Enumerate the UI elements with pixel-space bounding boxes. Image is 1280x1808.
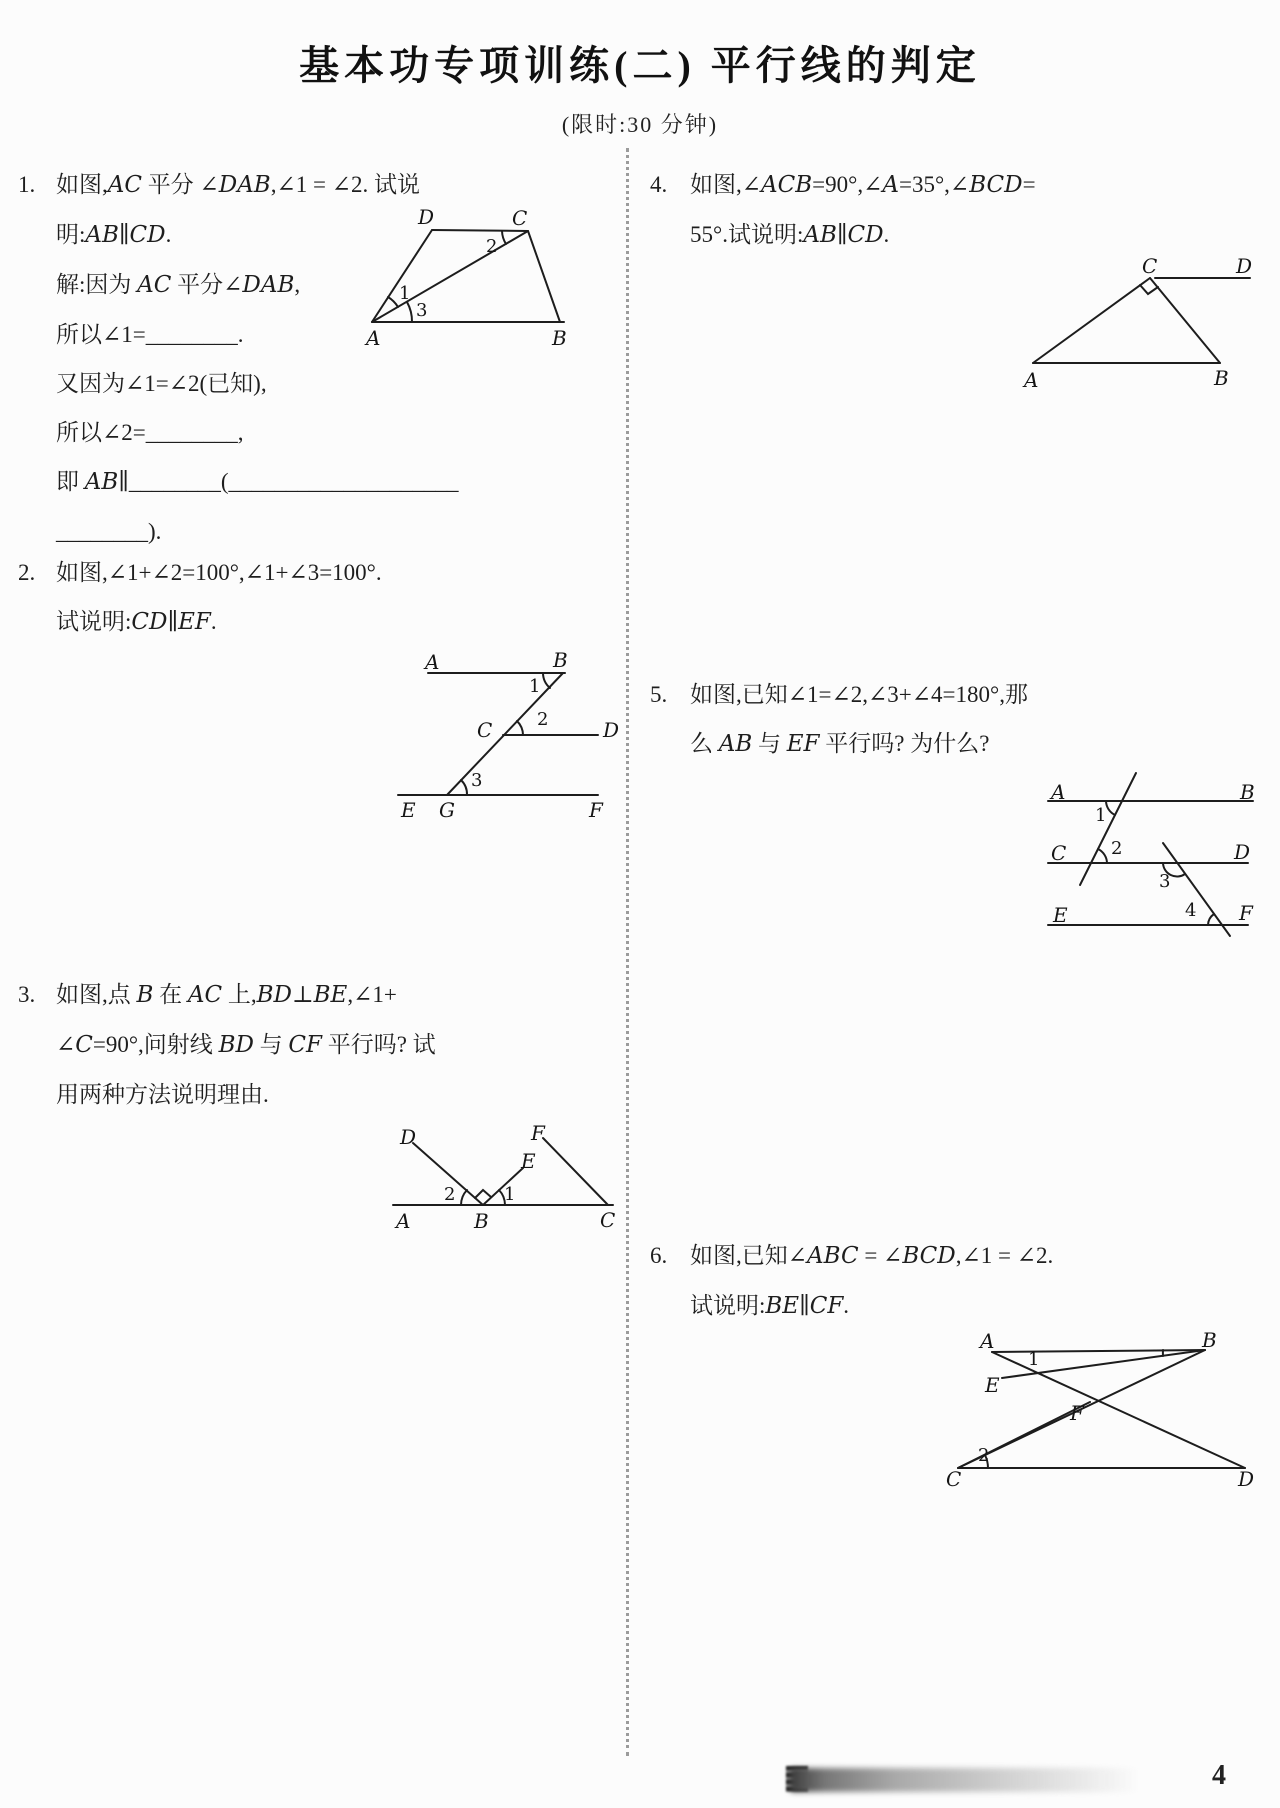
vertex-label-d: D	[418, 205, 435, 229]
vertex-label-c: C	[600, 1208, 616, 1232]
problem-3	[18, 970, 563, 1119]
angle-label-4: 4	[1185, 900, 1197, 921]
figure-4-triangle	[1008, 250, 1258, 390]
problem-1-line: 所以∠1=________.	[56, 322, 244, 347]
problem-6-line: 试说明:BE∥CF.	[690, 1293, 850, 1319]
vertex-label-b: B	[1240, 780, 1255, 804]
vertex-label-a: A	[396, 1209, 411, 1233]
vertex-label-g: G	[439, 798, 455, 822]
vertex-label-b: B	[552, 326, 567, 350]
problem-4	[650, 160, 1250, 260]
problem-5-line: 么 AB 与 EF 平行吗? 为什么?	[690, 731, 990, 757]
problem-4-line: 55°.试说明:AB∥CD.	[690, 222, 890, 248]
figure-1-drawing	[358, 183, 568, 348]
vertex-label-d: D	[603, 718, 620, 742]
problem-1-line: 明:AB∥CD.	[56, 222, 172, 248]
problem-1-line: 解:因为 AC 平分∠DAB,	[56, 272, 301, 298]
vertex-label-d: D	[1236, 254, 1253, 278]
angle-label-3: 3	[416, 300, 428, 321]
problem-6	[650, 1231, 1250, 1331]
vertex-label-a: A	[980, 1329, 995, 1353]
vertex-label-e: E	[1053, 903, 1068, 927]
problem-4-number: 4.	[650, 172, 668, 197]
angle-label-2: 2	[486, 236, 498, 257]
figure-5-parallel-lines	[1038, 763, 1263, 943]
vertex-label-b: B	[553, 648, 568, 672]
angle-label-3: 3	[471, 770, 483, 791]
problem-1-line: 所以∠2=________,	[56, 420, 244, 445]
figure-3-rays	[338, 1121, 628, 1233]
vertex-label-c: C	[477, 718, 493, 742]
vertex-label-f: F	[1239, 901, 1253, 925]
figure-6-bowtie	[940, 1330, 1260, 1495]
vertex-label-e: E	[521, 1149, 536, 1173]
problem-1-line: 又因为∠1=∠2(已知),	[56, 371, 267, 396]
vertex-label-c: C	[946, 1467, 962, 1491]
vertex-label-c: C	[512, 206, 528, 230]
vertex-label-e: E	[401, 798, 416, 822]
problem-2-line: 试说明:CD∥EF.	[56, 609, 217, 635]
vertex-label-a: A	[366, 326, 381, 350]
figure-5-drawing	[1038, 763, 1263, 943]
angle-label-3: 3	[1159, 871, 1171, 892]
problem-3-line: 如图,点 B 在 AC 上,BD⊥BE,∠1+	[56, 982, 397, 1008]
page-title: 基本功专项训练(二) 平行线的判定	[299, 43, 981, 88]
page-number: 4	[1212, 1760, 1226, 1791]
column-divider	[626, 148, 629, 1756]
vertex-label-d: D	[400, 1125, 417, 1149]
vertex-label-a: A	[1051, 780, 1066, 804]
angle-label-2: 2	[444, 1184, 456, 1205]
angle-label-1: 1	[529, 676, 541, 697]
problem-5-line: 如图,已知∠1=∠2,∠3+∠4=180°,那	[690, 682, 1028, 707]
angle-label-1: 1	[1028, 1349, 1040, 1370]
vertex-label-d: D	[1234, 840, 1251, 864]
problem-2	[18, 548, 563, 647]
problem-3-number: 3.	[18, 982, 36, 1007]
problem-3-line: 用两种方法说明理由.	[56, 1082, 269, 1107]
vertex-label-f: F	[531, 1121, 545, 1145]
vertex-label-c: C	[1142, 254, 1158, 278]
problem-1-line: 如图,AC 平分 ∠DAB,∠1 = ∠2. 试说	[56, 172, 420, 198]
angle-label-2: 2	[1111, 838, 1123, 859]
problem-6-number: 6.	[650, 1243, 668, 1268]
angle-label-2: 2	[978, 1445, 990, 1466]
problem-3-line: ∠C=90°,问射线 BD 与 CF 平行吗? 试	[56, 1032, 436, 1058]
vertex-label-c: C	[1051, 841, 1067, 865]
problem-2-number: 2.	[18, 560, 36, 585]
angle-label-2: 2	[537, 709, 549, 730]
figure-6-drawing	[940, 1330, 1260, 1495]
vertex-label-f: F	[589, 798, 603, 822]
vertex-label-a: A	[425, 650, 440, 674]
vertex-label-b: B	[1214, 366, 1229, 390]
figure-1-trapezoid	[358, 183, 568, 348]
vertex-label-d: D	[1238, 1467, 1255, 1491]
angle-label-1: 1	[504, 1184, 516, 1205]
vertex-label-a: A	[1024, 368, 1039, 392]
print-smudge	[790, 1768, 1140, 1792]
vertex-label-b: B	[474, 1209, 489, 1233]
vertex-label-f: F	[1070, 1401, 1084, 1425]
vertex-label-e: E	[985, 1373, 1000, 1397]
problem-6-line: 如图,已知∠ABC = ∠BCD,∠1 = ∠2.	[690, 1243, 1054, 1269]
problem-4-line: 如图,∠ACB=90°,∠A=35°,∠BCD=	[690, 172, 1036, 198]
vertex-label-b: B	[1202, 1328, 1217, 1352]
figure-2-parallel-lines	[393, 648, 623, 822]
problem-1-line: 即 AB∥________(____________________	[56, 469, 459, 495]
angle-label-1: 1	[399, 283, 411, 304]
problem-5	[650, 670, 1250, 769]
problem-1-line: ________).	[56, 519, 162, 544]
angle-label-1: 1	[1095, 805, 1107, 826]
problem-5-number: 5.	[650, 682, 668, 707]
time-limit: (限时:30 分钟)	[561, 112, 719, 137]
problem-2-line: 如图,∠1+∠2=100°,∠1+∠3=100°.	[56, 560, 382, 585]
problem-1-number: 1.	[18, 172, 36, 197]
